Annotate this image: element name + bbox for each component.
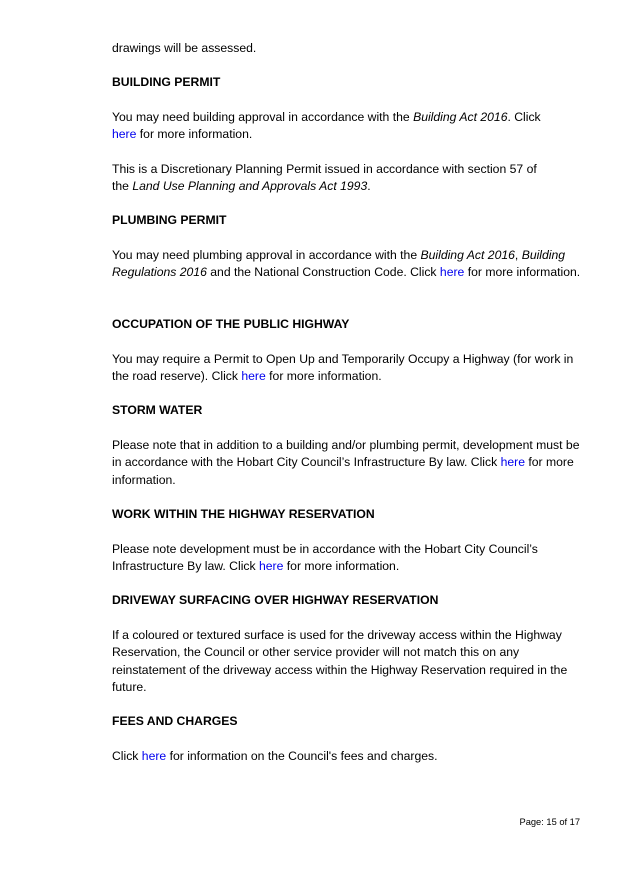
fees-paragraph: Click here for information on the Council's fees and charges.	[112, 749, 438, 763]
heading-storm-water: STORM WATER	[112, 403, 203, 417]
discretionary-permit-paragraph: This is a Discretionary Planning Permit issued in accordance with section 57 of the Land Use Planning and Approvals Act 1993.	[112, 162, 537, 194]
heading-occupation-public-highway: OCCUPATION OF THE PUBLIC HIGHWAY	[112, 317, 350, 331]
building-permit-paragraph: You may need building approval in accordance with the Building Act 2016. Click here for more information.	[112, 110, 541, 142]
occupation-highway-link[interactable]: here	[241, 369, 266, 384]
driveway-surfacing-paragraph: If a coloured or textured surface is used for the driveway access within the Highway Reservation, the Council or other service provider will not match this on any reinstatement of the driveway access within the Highway Reservation required in the future.	[112, 628, 568, 695]
storm-water-paragraph: Please note that in addition to a building and/or plumbing permit, development must be in accordance with the Hobart City Council’s Infrastructure By law. Click here for more information.	[112, 438, 580, 487]
plumbing-permit-link[interactable]: here	[439, 265, 465, 280]
page-number: Page: 15 of 17	[519, 817, 580, 827]
heading-plumbing-permit: PLUMBING PERMIT	[112, 213, 227, 227]
occupation-highway-paragraph: You may require a Permit to Open Up and Temporarily Occupy a Highway (for work in the road reserve). Click here for more information.	[112, 352, 574, 384]
intro-paragraph: drawings will be assessed.	[112, 41, 257, 55]
plumbing-permit-paragraph: You may need plumbing approval in accordance with the Building Act 2016, Building Regulations 2016 and the National Construction Code. Click here for more information.	[112, 248, 581, 280]
work-highway-link[interactable]: here	[258, 559, 284, 574]
heading-fees-and-charges: FEES AND CHARGES	[112, 714, 238, 728]
heading-building-permit: BUILDING PERMIT	[112, 75, 221, 89]
heading-work-within-highway: WORK WITHIN THE HIGHWAY RESERVATION	[112, 507, 375, 521]
fees-link[interactable]: here	[141, 749, 167, 763]
heading-driveway-surfacing: DRIVEWAY SURFACING OVER HIGHWAY RESERVATION	[112, 593, 439, 607]
storm-water-link[interactable]: here	[500, 455, 525, 470]
building-permit-link[interactable]: here	[112, 127, 137, 142]
work-highway-paragraph: Please note development must be in accordance with the Hobart City Council’s Infrastructure By law. Click here for more information.	[112, 542, 538, 574]
